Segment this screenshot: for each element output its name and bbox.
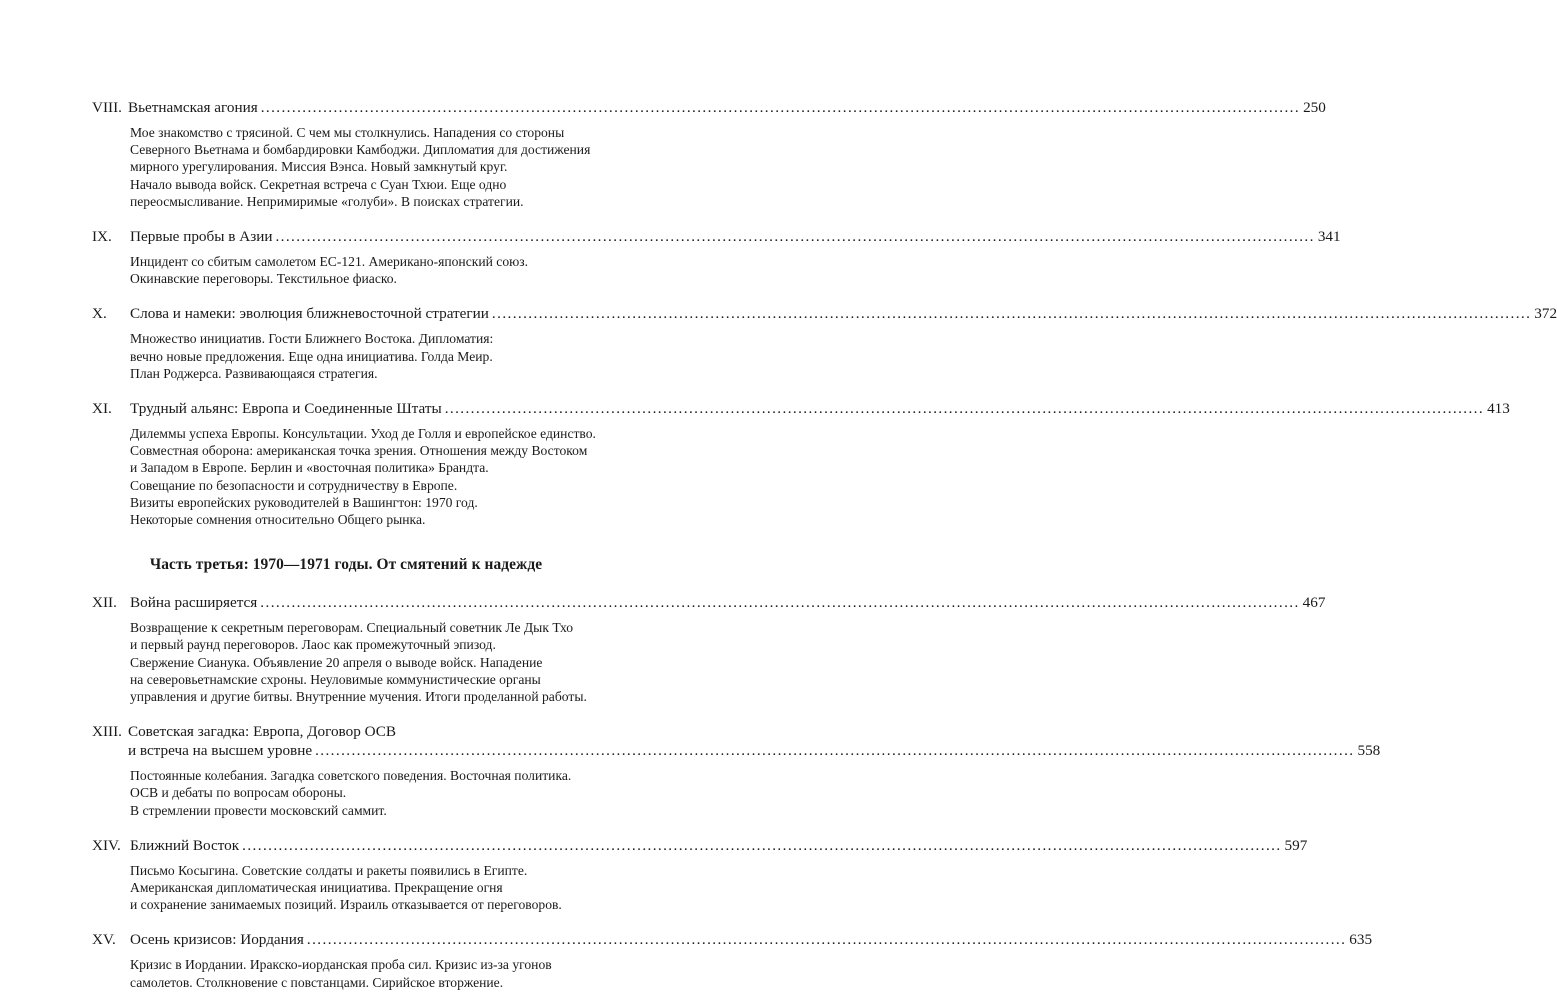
chapter-summary — [130, 767, 600, 819]
summary-line: Инцидент со сбитым самолетом ЕС-121. Американо-японский союз. — [130, 254, 529, 270]
chapter-title[interactable]: Первые пробы в Азии — [130, 228, 273, 246]
summary-line: Северного Вьетнама и бомбардировки Камбоджи. Дипломатия для достижения — [130, 142, 591, 158]
summary-line: Мое знакомство с трясиной. С чем мы столкнулись. Нападения со стороны — [130, 125, 565, 140]
chapter-summary — [130, 425, 600, 528]
toc-entry — [92, 98, 1326, 210]
dot-leader: ........................................................................................................................................................................................................ — [306, 931, 1347, 949]
toc-entry — [92, 722, 1381, 819]
summary-line: самолетов. Столкновение с повстанцами. Сирийское вторжение. — [130, 974, 504, 990]
summary-line: и Западом в Европе. Берлин и «восточная политика» Брандта. — [130, 460, 489, 476]
chapter-title[interactable]: Трудный альянс: Европа и Соединенные Штаты — [130, 400, 442, 418]
summary-line: переосмысливание. Непримиримые «голуби». В поисках стратегии. — [130, 193, 524, 209]
chapter-summary — [130, 253, 600, 287]
entry-title-block — [130, 227, 1341, 246]
entry-title-block — [127, 98, 1326, 117]
entry-title-line — [130, 227, 1341, 246]
summary-line: План Роджерса. Развивающаяся стратегия. — [130, 365, 378, 381]
entry-title-line — [127, 98, 1326, 117]
summary-line: ОСВ и дебаты по вопросам обороны. — [130, 785, 347, 801]
entry-title-line — [130, 930, 1373, 949]
summary-line: и сохранение занимаемых позиций. Израиль отказывается от переговоров. — [130, 897, 562, 913]
page-number[interactable]: 341 — [1317, 228, 1341, 246]
summary-line: Совещание по безопасности и сотрудничеству в Европе. — [130, 477, 458, 493]
table-of-contents — [92, 98, 1557, 1008]
entry-heading — [92, 722, 1381, 760]
entry-heading — [92, 304, 1557, 323]
summary-line: на северовьетнамские схроны. Неуловимые коммунистические органы — [130, 671, 541, 687]
chapter-summary — [130, 862, 600, 914]
entry-title-block — [130, 593, 1326, 612]
entry-heading — [92, 930, 1373, 949]
chapter-title[interactable]: Осень кризисов: Иордания — [130, 931, 304, 949]
dot-leader: ........................................................................................................................................................................................................ — [275, 228, 1315, 246]
summary-line: Свержение Сианука. Объявление 20 апреля о выводе войск. Нападение — [130, 654, 543, 670]
summary-line: Постоянные колебания. Загадка советского поведения. Восточная политика. — [130, 768, 572, 784]
chapter-number: XI. — [92, 400, 112, 418]
toc-entry — [92, 227, 1341, 287]
entry-title-block — [130, 836, 1308, 855]
dot-leader: ........................................................................................................................................................................................................ — [260, 594, 1300, 612]
chapter-number: XV. — [92, 931, 116, 949]
toc-entry — [92, 836, 1308, 914]
entry-title-line — [130, 836, 1308, 855]
dot-leader: ........................................................................................................................................................................................................ — [260, 99, 1301, 116]
chapter-title[interactable]: Советская загадка: Европа, Договор ОСВ — [127, 723, 397, 741]
toc-entries-after — [92, 593, 1381, 991]
summary-line: Окинавские переговоры. Текстильное фиаско. — [130, 271, 397, 287]
page-number[interactable]: 558 — [1357, 742, 1381, 760]
page-number[interactable]: 372 — [1534, 305, 1557, 323]
chapter-summary — [130, 956, 600, 990]
chapter-summary — [130, 619, 600, 705]
entry-heading — [92, 836, 1308, 855]
summary-line: Начало вывода войск. Секретная встреча с Суан Тхюи. Еще одно — [130, 176, 507, 192]
summary-line: управления и другие битвы. Внутренние мучения. Итоги проделанной работы. — [130, 689, 587, 705]
summary-line: Некоторые сомнения относительно Общего рынка. — [130, 512, 426, 528]
toc-entry — [92, 593, 1326, 705]
summary-line: Совместная оборона: американская точка зрения. Отношения между Востоком — [130, 443, 588, 459]
toc-entries-before — [92, 98, 1557, 528]
chapter-number: X. — [92, 305, 107, 323]
page-number[interactable]: 597 — [1284, 836, 1308, 854]
entry-title-line — [127, 741, 1381, 760]
entry-heading — [92, 98, 1326, 117]
page-number[interactable]: 250 — [1303, 99, 1326, 116]
entry-title-block — [130, 399, 1510, 418]
dot-leader: ........................................................................................................................................................................................................ — [315, 742, 1355, 760]
dot-leader: ........................................................................................................................................................................................................ — [242, 836, 1282, 854]
summary-line: Визиты европейских руководителей в Вашингтон: 1970 год. — [130, 494, 478, 510]
page-number[interactable]: 467 — [1302, 594, 1326, 612]
page-number[interactable]: 413 — [1487, 400, 1510, 418]
summary-line: Множество инициатив. Гости Ближнего Востока. Дипломатия: — [130, 331, 494, 347]
chapter-title[interactable]: и встреча на высшем уровне — [127, 742, 313, 760]
summary-line: вечно новые предложения. Еще одна инициатива. Голда Меир. — [130, 348, 493, 364]
chapter-title[interactable]: Слова и намеки: эволюция ближневосточной стратегии — [130, 305, 489, 323]
entry-title-line — [130, 399, 1510, 418]
summary-line: и первый раунд переговоров. Лаос как промежуточный эпизод. — [130, 637, 496, 653]
chapter-number: IX. — [92, 228, 112, 246]
chapter-number: VIII. — [92, 99, 122, 116]
page-number[interactable]: 635 — [1349, 931, 1373, 949]
chapter-number: XII. — [92, 594, 117, 612]
entry-title-block — [127, 722, 1381, 760]
toc-entry — [92, 930, 1373, 990]
part-title: Часть третья: 1970—1971 годы. От смятений к надежде — [149, 556, 543, 574]
summary-line: Американская дипломатическая инициатива. Прекращение огня — [130, 880, 503, 896]
summary-line: Письмо Косыгина. Советские солдаты и ракеты появились в Египте. — [130, 862, 528, 878]
summary-line: Возвращение к секретным переговорам. Специальный советник Ле Дык Тхо — [130, 620, 574, 636]
toc-entry — [92, 304, 1557, 382]
chapter-summary — [130, 124, 600, 210]
chapter-title[interactable]: Война расширяется — [130, 594, 258, 612]
entry-title-line — [128, 722, 600, 741]
entry-title-line — [130, 593, 1326, 612]
entry-title-line — [130, 304, 1557, 323]
summary-line: Дилеммы успеха Европы. Консультации. Уход де Голля и европейское единство. — [130, 426, 596, 442]
entry-title-block — [130, 930, 1373, 949]
chapter-number: XIV. — [92, 836, 121, 854]
toc-entry — [92, 399, 1510, 528]
chapter-summary — [130, 330, 600, 382]
chapter-number: XIII. — [92, 723, 122, 741]
summary-line: Кризис в Иордании. Иракско-иорданская проба сил. Кризис из-за угонов — [130, 957, 552, 973]
entry-heading — [92, 399, 1510, 418]
entry-heading — [92, 227, 1341, 246]
entry-heading — [92, 593, 1326, 612]
summary-line: В стремлении провести московский саммит. — [130, 802, 387, 818]
chapter-title[interactable]: Ближний Восток — [130, 836, 240, 854]
summary-line: мирного урегулирования. Миссия Вэнса. Новый замкнутый круг. — [130, 159, 508, 175]
dot-leader: ........................................................................................................................................................................................................ — [491, 305, 1532, 323]
chapter-title[interactable]: Вьетнамская агония — [127, 99, 258, 116]
dot-leader: ........................................................................................................................................................................................................ — [444, 400, 1485, 418]
entry-title-block — [130, 304, 1557, 323]
